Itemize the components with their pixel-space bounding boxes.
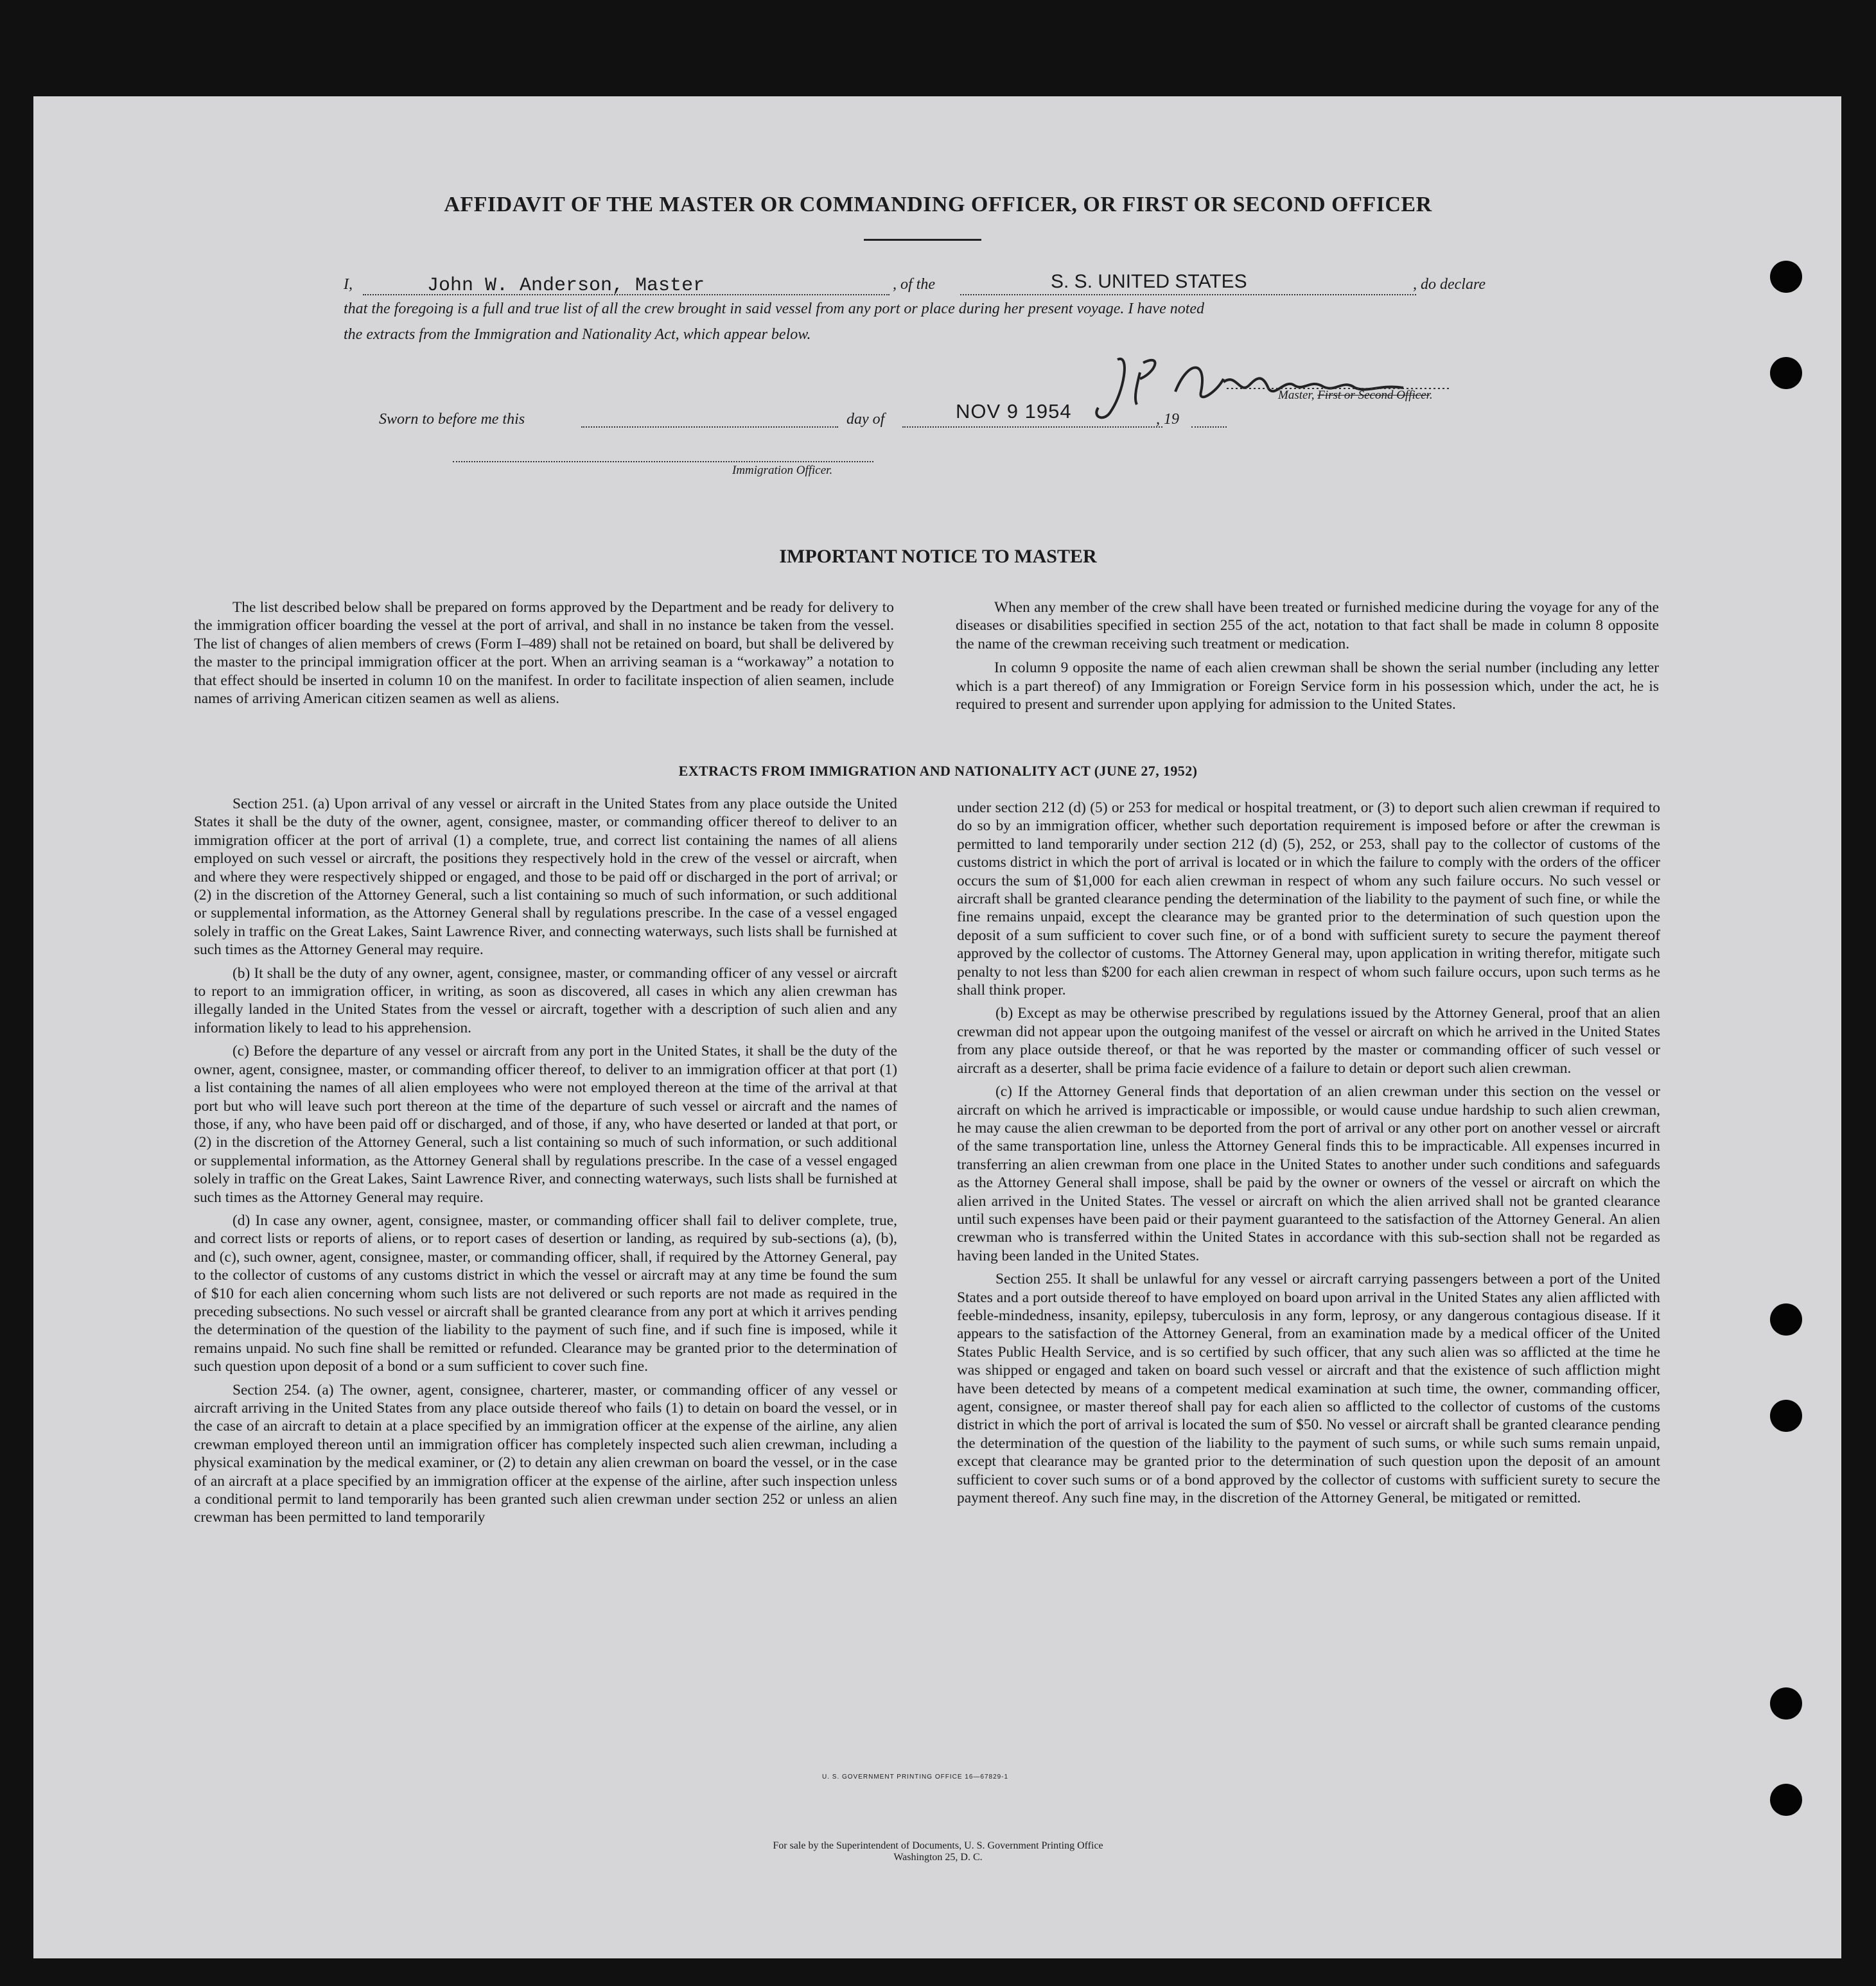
notice-left-paragraph: The list described below shall be prepared on forms approved by the Department and be ready for delivery to the immigration officer boarding the vessel at the port of arrival, and shall in no instance be taken from the vessel. The list of changes of alien members of crews (Form I–489) shall not be retained on board, but shall be delivered by the master to the principal immigration officer at the port. When an arriving seaman is a “workaway” a notation to that effect should be inserted in column 10 on the manifest. In order to facilitate inspection of alien seamen, include names of arriving American citizen seamen as well as aliens. (194, 599, 894, 708)
section-251-b: (b) It shall be the duty of any owner, agent, consignee, master, or commanding officer of any vessel or aircraft to report to an immigration officer, in writing, as soon as discovered, all cases in which any alien crewman has illegally landed in the United States from the vessel or aircraft, together with a description of such alien and any information likely to lead to his apprehension. (194, 964, 897, 1036)
section-251-a: Section 251. (a) Upon arrival of any vessel or aircraft in the United States from any place outside the United States it shall be the duty of the owner, agent, consignee, master, or commanding officer thereof to deliver to an immigration officer at the port of arrival (1) a complete, true, and correct list containing the names of all aliens employed on such vessel or aircraft, the positions they respectively hold in the crew of the vessel or aircraft, when and where they were respectively shipped or engaged, and those to be paid off or discharged in the port of arrival; or (2) in the discretion of the Attorney General, such a list containing so much of such information, or such additional or supplemental information, as the Attorney General shall by regulations prescribe. In the case of a vessel engaged solely in traffic on the Great Lakes, Saint Lawrence River, and connecting waterways, such lists shall be furnished at such times as the Attorney General may require. (194, 796, 897, 959)
title-rule (864, 239, 981, 241)
sworn-label: Sworn to before me this (379, 411, 525, 428)
role-suffix: . (1429, 388, 1433, 402)
declaration-line-2: that the foregoing is a full and true list of all the crew brought in said vessel from any port or place during her present voyage. I have noted (344, 301, 1205, 317)
extracts-right-column (957, 799, 1660, 1507)
punch-hole (1770, 1784, 1802, 1816)
extracts-title: EXTRACTS FROM IMMIGRATION AND NATIONALITY ACT (JUNE 27, 1952) (678, 763, 1198, 779)
printing-office-line: U. S. GOVERNMENT PRINTING OFFICE 16—67829-1 (822, 1773, 1009, 1781)
notice-title: IMPORTANT NOTICE TO MASTER (779, 546, 1097, 567)
punch-hole (1770, 261, 1802, 293)
section-254-a-continued: under section 212 (d) (5) or 253 for medical or hospital treatment, or (3) to deport such alien crewman if required to do so by an immigration officer, whether such deportation requirement is imposed before or after the crewman is permitted to land temporarily under section 212 (d) (5), 252, or 253, shall pay to the collector of customs of the customs district in which the port of arrival is located or in which the failure to comply with the orders of the officer occurs the sum of $1,000 for each alien crewman in respect of whom any such failure occurs. No such vessel or aircraft shall be granted clearance pending the determination of the liability to the payment of such fine, or while the fine remains unpaid, except the clearance may be granted prior to the determination of such question upon the deposit of a sum sufficient to cover such fine, or of a bond with sufficient surety to secure the payment thereof approved by the collector of customs. The Attorney General may, upon application in writing therefor, mitigate such penalty to not less than $200 for each alien crewman in respect of whom such failure occurs, upon such terms as he shall think proper. (957, 799, 1660, 999)
sworn-day-line (581, 426, 838, 428)
section-254-a: Section 254. (a) The owner, agent, consignee, charterer, master, or commanding officer of any vessel or aircraft arriving in the United States from any place outside thereof who fails (1) to detain on board the vessel, or in the case of an aircraft to detain at a place specified by an immigration officer at the expense of the airline, any alien crewman employed thereon until an immigration officer has completely inspected such alien crewman, including a physical examination by the medical examiner, or (2) to detain any alien crewman on board the vessel, or in the case of an aircraft at a place specified by an immigration officer at the expense of the airline, after such inspection unless a conditional permit to land temporarily has been granted such alien crewman under section 252 or unless an alien crewman has been permitted to land temporarily (194, 1381, 897, 1526)
form-title: AFFIDAVIT OF THE MASTER OR COMMANDING OFFICER, OR FIRST OR SECOND OFFICER (444, 193, 1432, 216)
date-stamp: NOV 9 1954 (956, 400, 1072, 422)
master-name-field: John W. Anderson, Master (427, 275, 705, 297)
section-254-c: (c) If the Attorney General finds that deportation of an alien crewman under this section on the vessel or aircraft on which he arrived is impracticable or impossible, or would cause undue hardship to such alien crewman, he may cause the alien crewman to be deported from the port of arrival or any other port on another vessel or aircraft of the same transportation line, unless the Attorney General finds this to be impracticable. All expenses incurred in transferring an alien crewman from one place in the United States to another under such conditions and safeguards as the Attorney General shall impose, shall be paid by the owner or owners of the vessel or aircraft on which the alien arrived in the United States. The vessel or aircraft on which the alien arrived shall not be granted clearance until such expenses have been paid or their payment guaranteed to the satisfaction of the Attorney General. An alien crewman who is transferred within the United States in accordance with this sub-section shall not be regarded as having been landed in the United States. (957, 1083, 1660, 1264)
section-251-d: (d) In case any owner, agent, consignee, master, or commanding officer shall fail to deliver complete, true, and correct lists or reports of aliens, or to report cases of desertion or landing, as required by sub-sections (a), (b), and (c), such owner, agent, consignee, master, or commanding officer, shall, if required by the Attorney General, pay to the collector of customs of any customs district in which the vessel or aircraft may at any time be found the sum of $10 for each alien concerning whom such lists are not delivered or such reports are not made as required in the preceding subsections. No such vessel or aircraft shall be granted clearance from any port at which it arrives pending the determination of the question of the liability to the payment of such fine, and if such fine is imposed, while it remains unpaid. No such fine shall be remitted or refunded. Clearance may be granted prior to the determination of such question upon deposit of a bond or a sum sufficient to cover such fine. (194, 1212, 897, 1375)
footer-line-1: For sale by the Superintendent of Documents, U. S. Government Printing Office (773, 1840, 1103, 1851)
notice-right-paragraph-2: In column 9 opposite the name of each alien crewman shall be shown the serial number (including any letter which is a part thereof) of any Immigration or Foreign Service form in his possession which, under the act, he is required to present and surrender upon applying for admission to the United States. (956, 659, 1659, 713)
role-struck: First or Second Officer (1317, 388, 1430, 402)
declaration-i-label: I, (344, 276, 353, 293)
day-of-label: day of (846, 411, 885, 428)
vessel-field-line (960, 294, 1416, 295)
section-255: Section 255. It shall be unlawful for any vessel or aircraft carrying passengers between a port of the United States and a port outside thereof to have employed on board upon arrival in the United States any alien afflicted with feeble-mindedness, insanity, epilepsy, tuberculosis in any form, leprosy, or any dangerous contagious disease. If it appears to the satisfaction of the Attorney General, from an examination made by a medical officer of the United States Public Health Service, and is so certified by such officer, that any such alien was so afflicted at the time he was shipped or engaged and taken on board such vessel or aircraft and that the existence of such affliction might have been detected by means of a competent medical examination at such time, the owner, commanding officer, agent, consignee, or master thereof shall pay for each alien so afflicted to the collector of customs of the customs district in which the port of arrival is located the sum of $50. No vessel or aircraft shall be granted clearance pending the determination of the question of the liability to the payment of such sums, or while such sums remain unpaid, except that clearance may be granted prior to the determination of such question upon the deposit of an amount sufficient to cover such sums or of a bond approved by the collector of customs with sufficient surety to secure the payment thereof. Any such fine may, in the discretion of the Attorney General, be mitigated or remitted. (957, 1271, 1660, 1507)
notice-left-column (194, 598, 894, 708)
year-label: , 19 (1156, 411, 1179, 428)
role-master: Master, (1278, 388, 1318, 402)
do-declare-label: , do declare (1413, 276, 1486, 293)
immigration-officer-label: Immigration Officer. (732, 464, 833, 477)
declaration-line-3: the extracts from the Immigration and Nationality Act, which appear below. (344, 326, 811, 343)
extracts-left-column (194, 795, 897, 1527)
punch-hole (1770, 357, 1802, 389)
notice-right-paragraph-1: When any member of the crew shall have been treated or furnished medicine during the voyage for any of the diseases or disabilities specified in section 255 of the act, notation to that fact shall be made in column 8 opposite the name of the crewman receiving such treatment or medication. (956, 599, 1659, 652)
signature-role-label (1278, 388, 1433, 403)
officer-signature-line (453, 461, 873, 462)
section-254-b: (b) Except as may be otherwise prescribed by regulations issued by the Attorney General, proof that an alien crewman did not appear upon the outgoing manifest of the vessel or aircraft on which he arrived in the United States from any place outside thereof, or that he was reported by the master or commanding officer of such vessel or aircraft as a deserter, shall be prima facie evidence of a failure to detain or deport such alien crewman. (957, 1005, 1660, 1077)
section-251-c: (c) Before the departure of any vessel or aircraft from any port in the United States, it shall be the duty of the owner, agent, consignee, master, or commanding officer thereof, to deliver to an immigration officer at that port (1) a list containing the names of all alien employees who were not employed thereon at the time of the arrival at that port but who will leave such port thereon at the time of the departure of such vessel or aircraft and the names of those, if any, who have been paid off or discharged, and of those, if any, who have deserted or landed at that port, or (2) in the discretion of the Attorney General, such a list containing so much of such information, or such additional or supplemental information, as the Attorney General shall by regulations prescribe. In the case of a vessel engaged solely in traffic on the Great Lakes, Saint Lawrence River, and connecting waterways, such lists shall be furnished at such times as the Attorney General may require. (194, 1043, 897, 1206)
of-the-label: , of the (893, 276, 935, 293)
month-line (902, 426, 1162, 428)
vessel-name-field: S. S. UNITED STATES (1051, 271, 1247, 292)
year-line (1191, 426, 1227, 428)
footer-line-2: Washington 25, D. C. (893, 1852, 983, 1863)
punch-hole (1770, 1687, 1802, 1720)
punch-hole (1770, 1303, 1802, 1336)
punch-hole (1770, 1400, 1802, 1432)
notice-right-column (956, 598, 1659, 713)
